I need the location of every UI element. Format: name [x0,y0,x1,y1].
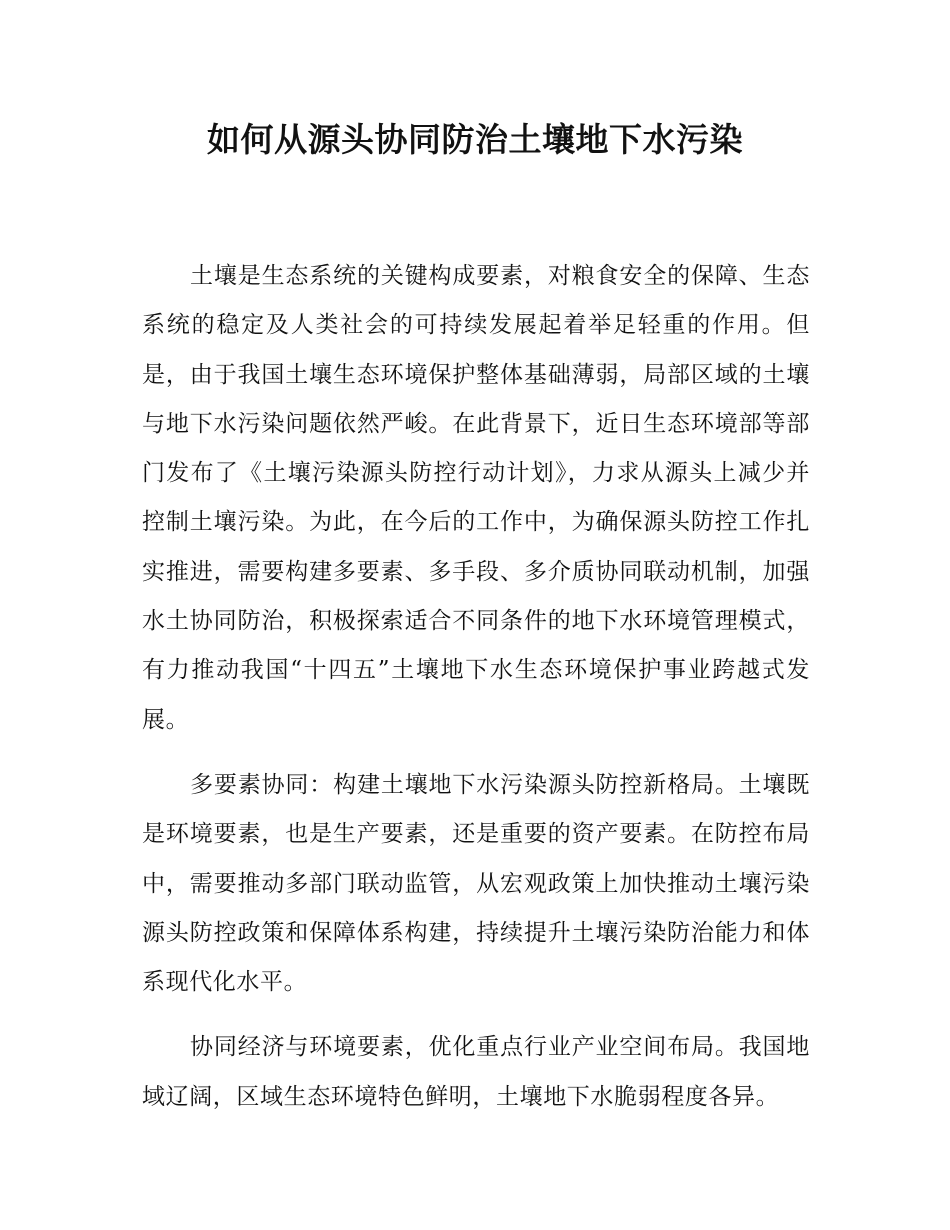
document-title: 如何从源头协同防治土壤地下水污染 [207,120,743,159]
paragraph-3: 协同经济与环境要素，优化重点行业产业空间布局。我国地域辽阔，区域生态环境特色鲜明，土壤地下水脆弱程度各异。 [142,1034,810,1110]
paragraph-1: 土壤是生态系统的关键构成要素，对粮食安全的保障、生态系统的稳定及人类社会的可持续发展起着举足轻重的作用。但是，由于我国土壤生态环境保护整体基础薄弱，局部区域的土壤与地下水污染问题依然严峻。在此背景下，近日生态环境部等部门发布了《土壤污染源头防控行动计划》，力求从源头上减少并控制土壤污染。为此，在今后的工作中，为确保源头防控工作扎实推进，需要构建多要素、多手段、多介质协同联动机制，加强水土协同防治，积极探索适合不同条件的地下水环境管理模式，有力推动我国“十四五”土壤地下水生态环境保护事业跨越式发展。 [142,263,810,733]
paragraph-2: 多要素协同：构建土壤地下水污染源头防控新格局。土壤既是环境要素，也是生产要素，还是重要的资产要素。在防控布局中，需要推动多部门联动监管，从宏观政策上加快推动土壤污染源头防控政策和保障体系构建，持续提升土壤污染防治能力和体系现代化水平。 [142,771,810,996]
document-body [142,252,810,1138]
